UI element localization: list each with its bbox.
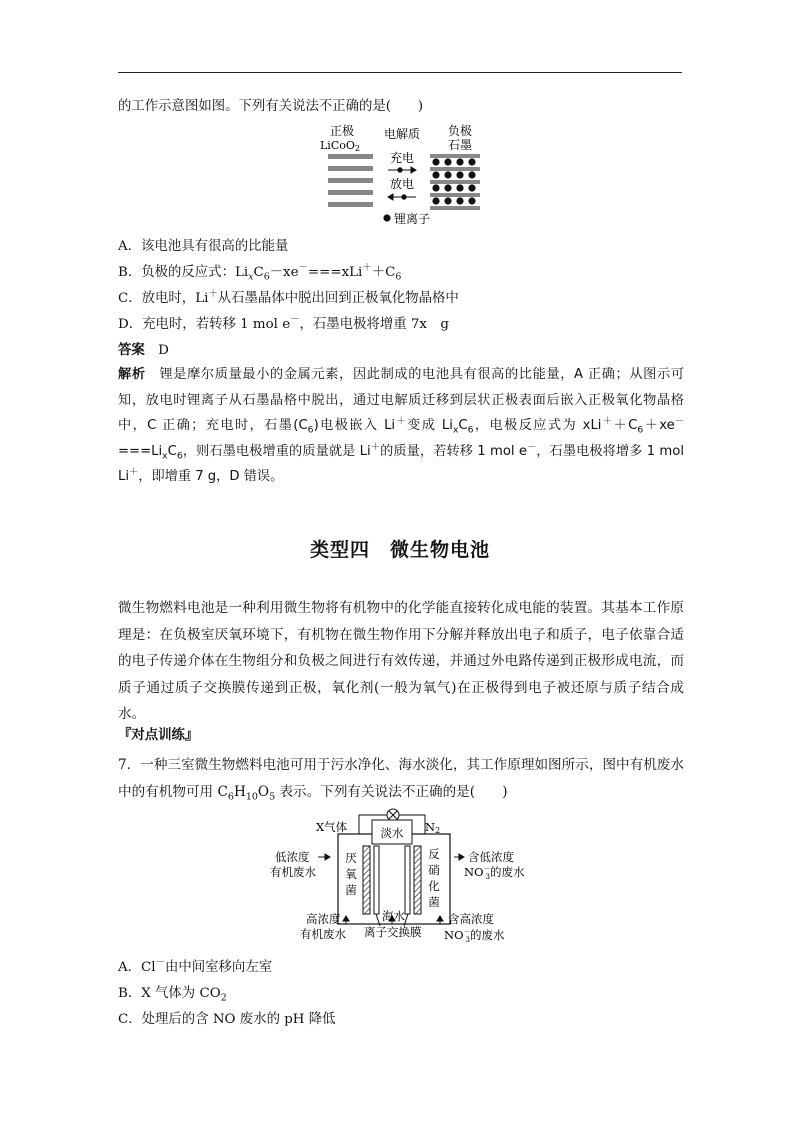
low-no3-label-1: 含低浓度 — [468, 850, 514, 864]
section-heading: 类型四 微生物电池 — [309, 539, 490, 561]
denitrify-label-1: 反 — [428, 847, 440, 861]
battery-diagram — [320, 122, 490, 230]
neg-material-label: 石墨 — [447, 138, 473, 152]
high-organic-label-1: 高浓度 — [306, 912, 341, 926]
q6-option-d: D．充电时，若转移 1 mol e－，石墨电极将增重 7x g — [118, 314, 449, 332]
bulb-icon — [387, 809, 399, 821]
discharge-label: 放电 — [389, 177, 415, 191]
high-no3-label-2: NO－ 3的废水 — [444, 928, 505, 944]
mfc-diagram — [268, 806, 534, 948]
q7-option-c: C．处理后的含 NO 废水的 pH 降低 — [118, 1012, 336, 1027]
q6-answer: 答案 D — [118, 343, 169, 358]
low-organic-label-1: 低浓度 — [275, 850, 310, 864]
cathode-layers — [328, 154, 373, 207]
cathode — [414, 846, 421, 914]
q7-stem: 7．一种三室微生物燃料电池可用于污水净化、海水淡化，其工作原理如图所示，图中有机废水中的有机物可用 $C_6H_{10}O_5$ 表示。下列有关说法不正确的是( ) — [118, 757, 684, 803]
q6-option-c: C．放电时，Li＋从石墨晶体中脱出回到正极氧化物晶格中 — [118, 288, 459, 306]
pos-material-label: LiCoO2 — [320, 139, 360, 153]
high-no3-label-1: 含高浓度 — [448, 912, 494, 926]
training-label: 『对点训练』 — [118, 728, 199, 743]
denitrify-label-4: 菌 — [428, 895, 440, 909]
denitrify-label-3: 化 — [428, 879, 440, 893]
low-no3-label-2: NO－ 3的废水 — [464, 865, 525, 881]
charge-arrow-icon — [388, 167, 416, 173]
q6-stem: 的工作示意图如图。下列有关说法不正确的是( ) — [118, 99, 424, 114]
membrane-label: 离子交换膜 — [364, 925, 422, 939]
low-organic-label-2: 有机废水 — [270, 865, 316, 879]
high-organic-label-2: 有机废水 — [300, 927, 346, 941]
q7-option-a: A．Cl－由中间室移向左室 — [118, 957, 273, 975]
top-rule — [118, 72, 682, 73]
legend-ion-icon — [383, 214, 390, 221]
q7-option-b: B．X 气体为 $CO_2$ — [118, 986, 227, 1004]
x-gas-label: X气体 — [316, 820, 348, 834]
intro-paragraph: 微生物燃料电池是一种利用微生物将有机物中的化学能直接转化成电能的装置。其基本工作原理是：在负极室厌氧环境下，有机物在微生物作用下分解并释放出电子和质子，电子依靠合适的电子传递介体在生物组分和负极之间进行有效传递，并通过外电路传递到正极形成电流，而质子通过质子交换膜传递到正极，氧化剂(一般为氧气)在正极得到电子被还原与质子结合成水。 — [118, 600, 684, 722]
legend-label: 锂离子 — [394, 212, 431, 226]
discharge-arrow-icon — [388, 194, 416, 200]
pos-electrode-label: 正极 — [329, 124, 355, 138]
q6-option-a: A．该电池具有很高的比能量 — [118, 239, 289, 254]
anaerobe-label-1: 厌 — [345, 851, 357, 865]
fresh-water-label: 淡水 — [380, 826, 404, 840]
q6-analysis: 解析 锂是摩尔质量最小的金属元素，因此制成的电池具有很高的比能量，A 正确；从图示可知，放电时锂离子从石墨晶格中脱出，通过电解质迁移到层状正极表面后嵌入正极氧化物晶格中，C 正确；充电时，石墨$(C_6)$电极嵌入 Li＋变成 $Li_xC_6$，电极反应式为 $xLi^++C_6+xe^-===Li_xC_6$，则石墨电极增重的质量就是 Li＋的质量，若转移 1 mol e－，石墨电极将增多 1 mol Li＋，即增重 7 g，D 错误。 — [118, 367, 685, 485]
anode — [363, 846, 370, 914]
neg-electrode-label: 负极 — [447, 124, 473, 138]
n2-label: N2 — [425, 820, 441, 835]
anaerobe-label-3: 菌 — [345, 883, 357, 897]
q6-option-b: B．负极的反应式：$Li_xC_6-xe^-===xLi^++C_6$ — [118, 262, 402, 283]
denitrify-label-2: 硝 — [428, 863, 440, 877]
charge-label: 充电 — [389, 151, 415, 165]
membrane-right — [405, 846, 410, 914]
seawater-label: 海水 — [382, 909, 405, 923]
electrolyte-label: 电解质 — [383, 127, 421, 141]
anaerobe-label-2: 氧 — [345, 867, 357, 881]
membrane-left — [374, 846, 379, 914]
